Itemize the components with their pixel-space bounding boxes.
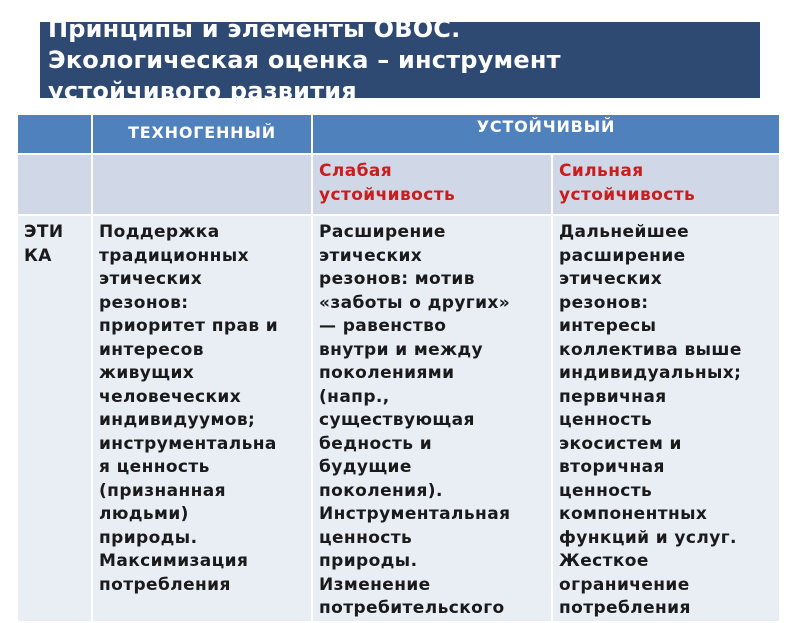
row-label-ethics bbox=[17, 215, 92, 622]
cell-line: «заботы о других» bbox=[319, 292, 511, 313]
header-empty-cell bbox=[17, 114, 92, 154]
cell-line: потребления bbox=[559, 598, 691, 618]
cell-line: Инструментальная bbox=[319, 504, 511, 524]
cell-line: природы. bbox=[319, 551, 418, 571]
cell-line: Изменение bbox=[319, 574, 431, 595]
cell-line: потребительского bbox=[319, 598, 505, 618]
cell-line: функций и услуг. bbox=[559, 527, 737, 548]
cell-line: традиционных bbox=[99, 245, 249, 266]
cell-line: интересов bbox=[99, 339, 204, 360]
subheader-strong-sustainability bbox=[552, 154, 780, 215]
cell-line: внутри и между bbox=[319, 339, 484, 360]
table-row-ethics bbox=[17, 215, 780, 622]
cell-line: расширение bbox=[559, 245, 686, 266]
cell-line: бедность и bbox=[319, 433, 433, 454]
header-technogenic: ТЕХНОГЕННЫЙ bbox=[92, 114, 312, 154]
cell-line: индивидуумов; bbox=[99, 410, 256, 430]
title-line-3: устойчивого развития bbox=[48, 77, 357, 105]
cell-line: ценность bbox=[559, 480, 653, 501]
cell-line: будущие bbox=[319, 457, 412, 477]
cell-line: устойчивость bbox=[319, 184, 456, 205]
cell-line: ЭТИ bbox=[24, 222, 64, 242]
cell-line: я ценность bbox=[99, 457, 210, 477]
cell-line: резонов: мотив bbox=[319, 269, 475, 289]
cell-line: природы. bbox=[99, 527, 198, 548]
cell-line: ценность bbox=[559, 410, 653, 430]
cell-line: этических bbox=[559, 269, 663, 289]
cell-line: ограничение bbox=[559, 574, 690, 595]
cell-line: устойчивость bbox=[559, 184, 696, 205]
cell-line: Дальнейшее bbox=[559, 222, 690, 242]
title-line-1: Принципы и элементы ОВОС. bbox=[48, 15, 461, 43]
comparison-table bbox=[16, 113, 781, 623]
subheader-empty-cell-2 bbox=[92, 154, 312, 215]
subheader-weak-sustainability bbox=[312, 154, 552, 215]
cell-line: этических bbox=[319, 245, 423, 266]
cell-line: человеческих bbox=[99, 386, 242, 407]
cell-line: интересы bbox=[559, 316, 657, 336]
cell-line: потребления bbox=[99, 574, 231, 595]
cell-line: компонентных bbox=[559, 504, 708, 524]
cell-line: КА bbox=[24, 245, 52, 266]
table-header-row bbox=[17, 114, 780, 154]
cell-line: инструментальна bbox=[99, 433, 277, 454]
cell-strong-sustainability bbox=[552, 215, 780, 622]
cell-line: коллектива выше bbox=[559, 339, 742, 360]
cell-line: существующая bbox=[319, 410, 475, 430]
table-subheader-row bbox=[17, 154, 780, 215]
cell-line: живущих bbox=[99, 363, 195, 383]
cell-line: экосистем и bbox=[559, 433, 682, 454]
cell-line: Слабая bbox=[319, 161, 393, 181]
cell-line: первичная bbox=[559, 386, 667, 407]
cell-technogenic bbox=[92, 215, 312, 622]
title-line-2: Экологическая оценка – инструмент bbox=[48, 46, 561, 74]
cell-line: поколениями bbox=[319, 363, 455, 383]
cell-line: — равенство bbox=[319, 316, 447, 336]
subheader-empty-cell-1 bbox=[17, 154, 92, 215]
cell-line: (напр., bbox=[319, 386, 390, 407]
cell-line: этических bbox=[99, 269, 203, 289]
cell-line: Жесткое bbox=[559, 551, 649, 571]
cell-line: (признанная bbox=[99, 480, 226, 501]
slide-title bbox=[48, 14, 768, 107]
cell-line: людьми) bbox=[99, 504, 189, 524]
cell-line: поколения). bbox=[319, 480, 443, 501]
cell-line: Поддержка bbox=[99, 222, 220, 242]
cell-line: резонов: bbox=[99, 292, 189, 313]
cell-line: приоритет прав и bbox=[99, 316, 279, 336]
cell-line: резонов: bbox=[559, 292, 649, 313]
cell-line: Расширение bbox=[319, 222, 446, 242]
cell-line: Сильная bbox=[559, 161, 644, 181]
cell-line: ценность bbox=[319, 527, 413, 548]
cell-line: Максимизация bbox=[99, 551, 249, 571]
cell-line: вторичная bbox=[559, 457, 665, 477]
header-sustainable: УСТОЙЧИВЫЙ bbox=[312, 114, 780, 154]
cell-weak-sustainability bbox=[312, 215, 552, 622]
cell-line: индивидуальных; bbox=[559, 363, 742, 383]
